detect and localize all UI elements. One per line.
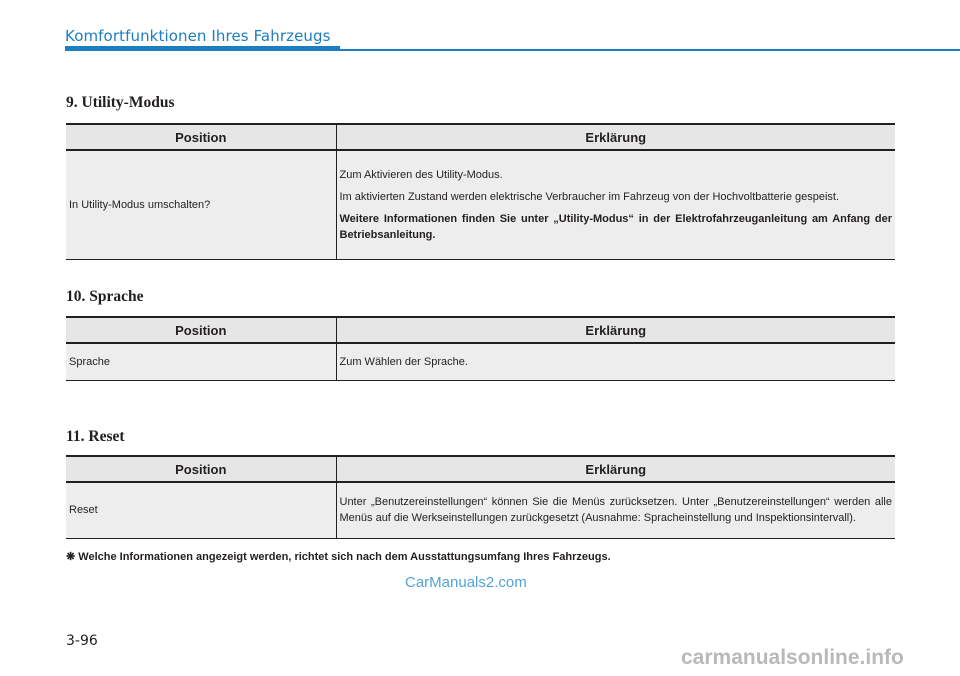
chapter-title: Komfortfunktionen Ihres Fahrzeugs bbox=[65, 27, 331, 45]
explanation-cell bbox=[336, 150, 895, 259]
column-header-position: Position bbox=[66, 456, 336, 482]
column-header-explanation: Erklärung bbox=[336, 317, 895, 343]
table-row bbox=[66, 150, 895, 259]
header-rule bbox=[340, 49, 960, 51]
column-header-explanation: Erklärung bbox=[336, 456, 895, 482]
footnote: ❋ Welche Informationen angezeigt werden, richtet sich nach dem Ausstattungsumfang Ihres Fahrzeugs. bbox=[66, 551, 611, 563]
position-cell: In Utility-Modus umschalten? bbox=[66, 150, 336, 259]
language-table bbox=[66, 316, 895, 381]
watermark-carmanualsonline: carmanualsonline.info bbox=[681, 646, 904, 669]
page-number: 3-96 bbox=[66, 633, 98, 649]
header-accent-bar bbox=[65, 46, 340, 51]
page-header bbox=[65, 27, 960, 53]
section-title-utility-mode: 9. Utility-Modus bbox=[66, 94, 175, 111]
explanation-cell: Unter „Benutzereinstellungen“ können Sie die Menüs zurücksetzen. Unter „Benutzereinstellungen“ werden alle Menüs auf die Werkseinstellungen zurückgesetzt (Ausnahme: Spracheinstellung und Inspektionsintervall). bbox=[336, 482, 895, 538]
utility-mode-table bbox=[66, 123, 895, 260]
section-title-reset: 11. Reset bbox=[66, 428, 125, 445]
section-title-language: 10. Sprache bbox=[66, 288, 144, 305]
column-header-position: Position bbox=[66, 124, 336, 150]
table-row bbox=[66, 343, 895, 380]
explanation-line: Im aktivierten Zustand werden elektrische Verbraucher im Fahrzeug von der Hochvoltbatterie gespeist. bbox=[339, 190, 840, 203]
column-header-position: Position bbox=[66, 317, 336, 343]
position-cell: Reset bbox=[66, 482, 336, 538]
table-header-row bbox=[66, 456, 895, 482]
explanation-line: Zum Aktivieren des Utility-Modus. bbox=[339, 168, 503, 181]
table-header-row bbox=[66, 124, 895, 150]
column-header-explanation: Erklärung bbox=[336, 124, 895, 150]
explanation-note: Weitere Informationen finden Sie unter „Utility-Modus“ in der Elektrofahrzeuganleitung am Anfang der Betriebsanleitung. bbox=[339, 212, 892, 241]
table-row bbox=[66, 482, 895, 538]
position-cell: Sprache bbox=[66, 343, 336, 380]
explanation-cell: Zum Wählen der Sprache. bbox=[336, 343, 895, 380]
table-header-row bbox=[66, 317, 895, 343]
watermark-carmanuals2: CarManuals2.com bbox=[405, 574, 527, 591]
reset-table bbox=[66, 455, 895, 539]
